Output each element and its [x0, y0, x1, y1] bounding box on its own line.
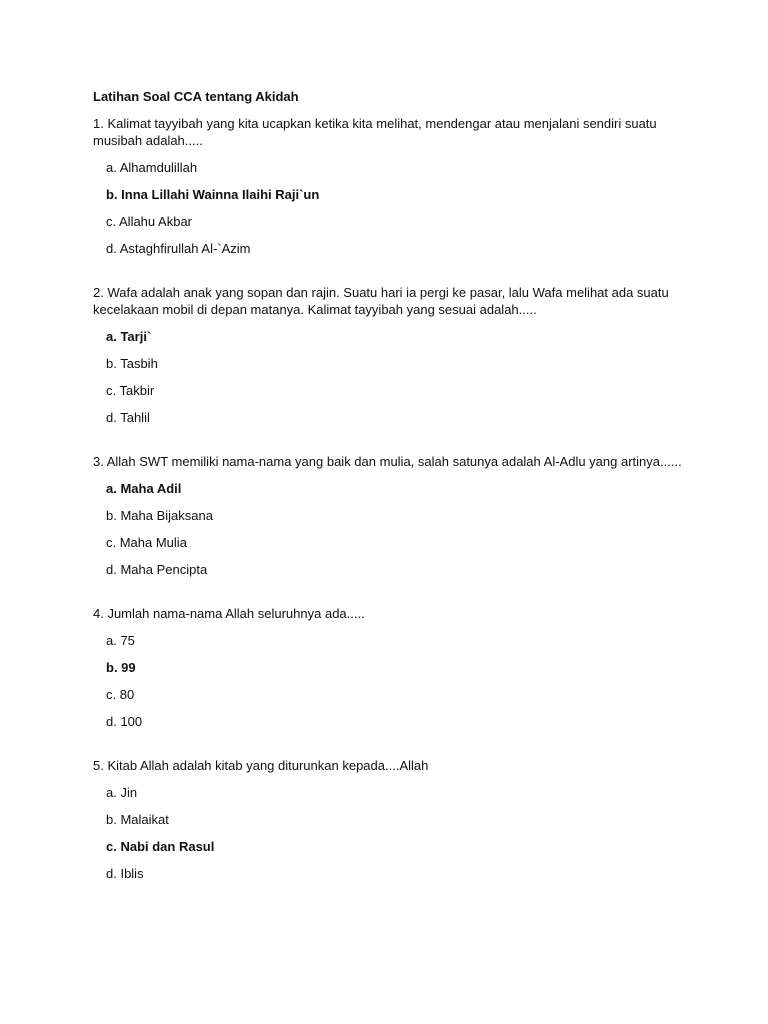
- option-b: b. Inna Lillahi Wainna Ilaihi Raji`un: [106, 187, 320, 202]
- question-text: 5. Kitab Allah adalah kitab yang diturunkan kepada....Allah: [93, 758, 429, 773]
- question-5: [93, 757, 708, 882]
- document-title: Latihan Soal CCA tentang Akidah: [93, 89, 299, 104]
- option-d: d. Maha Pencipta: [106, 562, 208, 577]
- option-c: c. 80: [106, 687, 135, 702]
- option-b: b. Malaikat: [106, 812, 169, 827]
- option-d: d. 100: [106, 714, 143, 729]
- option-c: c. Allahu Akbar: [106, 214, 192, 229]
- option-d: d. Iblis: [106, 866, 144, 881]
- option-a: a. Tarji`: [106, 329, 152, 344]
- option-b: b. Tasbih: [106, 356, 158, 371]
- question-text: 2. Wafa adalah anak yang sopan dan rajin. Suatu hari ia pergi ke pasar, lalu Wafa melihat ada suatu kecelakaan mobil di depan matanya. Kalimat tayyibah yang sesuai adalah.....: [93, 285, 669, 317]
- question-1: [93, 115, 708, 257]
- question-4: [93, 605, 708, 730]
- option-a: a. Maha Adil: [106, 481, 182, 496]
- option-d: d. Astaghfirullah Al-`Azim: [106, 241, 251, 256]
- option-a: a. Jin: [106, 785, 138, 800]
- option-b: b. 99: [106, 660, 136, 675]
- option-c: c. Takbir: [106, 383, 155, 398]
- option-a: a. Alhamdulillah: [106, 160, 198, 175]
- option-d: d. Tahlil: [106, 410, 150, 425]
- question-text: 4. Jumlah nama-nama Allah seluruhnya ada.....: [93, 606, 365, 621]
- question-2: [93, 284, 708, 426]
- question-3: [93, 453, 708, 578]
- option-a: a. 75: [106, 633, 135, 648]
- option-b: b. Maha Bijaksana: [106, 508, 213, 523]
- question-text: 1. Kalimat tayyibah yang kita ucapkan ketika kita melihat, mendengar atau menjalani sendiri suatu musibah adalah.....: [93, 116, 657, 148]
- option-c: c. Maha Mulia: [106, 535, 187, 550]
- option-c: c. Nabi dan Rasul: [106, 839, 215, 854]
- question-text: 3. Allah SWT memiliki nama-nama yang baik dan mulia, salah satunya adalah Al-Adlu yang artinya......: [93, 454, 682, 469]
